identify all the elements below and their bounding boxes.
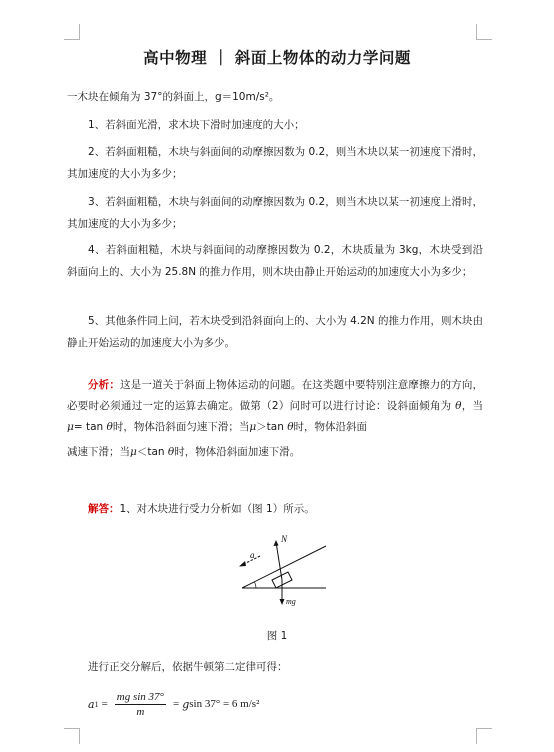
analysis-text-5: ＞tan bbox=[256, 421, 288, 433]
question-2: 2、若斜面粗糙，木块与斜面间的动摩擦因数为 0.2，则当木块以某一初速度下滑时，其加速度的大小为多少； bbox=[67, 146, 483, 180]
page-corner-mark-bottom-left bbox=[64, 728, 80, 744]
normal-force-arrow bbox=[276, 542, 282, 580]
formula-equals-1: = bbox=[101, 698, 108, 710]
question-3: 3、若斜面粗糙，木块与斜面间的动摩擦因数为 0.2，则当木块以某一初速度上滑时，其加速度的大小为多少； bbox=[67, 196, 483, 230]
formula-lhs-subscript: 1 bbox=[94, 699, 99, 709]
analysis-text-8: ＜tan bbox=[136, 446, 168, 458]
question-4: 4、若斜面粗糙，木块与斜面间的动摩擦因数为 0.2，木块质量为 3kg，木块受到沿斜面向上的、大小为 25.8N 的推力作用，则木块由静止开始运动的加速度大小为多少； bbox=[67, 244, 483, 278]
analysis-label: 分析： bbox=[88, 379, 121, 391]
formula-fraction bbox=[115, 691, 166, 718]
mu-symbol: μ bbox=[67, 421, 74, 433]
question-5: 5、其他条件同上问，若木块受到沿斜面向上的、大小为 4.2N 的推力作用，则木块由静止开始运动的加速度大小为多少。 bbox=[67, 315, 483, 349]
figure-caption: 图 1 bbox=[266, 630, 288, 642]
mu-symbol: μ bbox=[249, 421, 257, 433]
page-corner-mark-top-right bbox=[476, 24, 492, 40]
problem-intro: 一木块在倾角为 37°的斜面上，g＝10m/s²。 bbox=[67, 91, 280, 103]
force-diagram-figure bbox=[236, 530, 332, 610]
analysis-line-4 bbox=[67, 442, 483, 463]
incline-angle-arc bbox=[255, 582, 257, 588]
analysis-text-6: 时，物体沿斜面 bbox=[293, 421, 368, 433]
analysis-text-4: 时，物体沿斜面匀速下滑；当 bbox=[112, 421, 250, 433]
solution-paragraph bbox=[67, 498, 483, 520]
analysis-text-9: 时，物体沿斜面加速下滑。 bbox=[174, 446, 301, 458]
solution-label: 解答： bbox=[88, 503, 120, 515]
page-corner-mark-top-left bbox=[64, 24, 80, 40]
formula-rhs-rest: sin 37° = 6 m/s² bbox=[189, 698, 260, 710]
formula-rhs-g: g bbox=[182, 697, 190, 711]
theta-symbol: θ bbox=[455, 400, 462, 412]
gravity-label: mg bbox=[286, 597, 296, 606]
newton-law-lead-in: 进行正交分解后，依据牛顿第二定律可得： bbox=[88, 661, 288, 673]
analysis-text-2: ，当 bbox=[461, 400, 483, 412]
page-corner-mark-bottom-right bbox=[476, 728, 492, 744]
normal-force-label: N bbox=[281, 534, 288, 544]
theta-symbol: θ bbox=[106, 421, 113, 433]
theta-symbol: θ bbox=[167, 446, 175, 458]
acceleration-arrowhead bbox=[239, 561, 246, 567]
acceleration-label: a bbox=[250, 550, 255, 560]
formula-lhs: a bbox=[88, 697, 95, 711]
mu-symbol: μ bbox=[130, 446, 137, 458]
analysis-text-3: = tan bbox=[73, 421, 107, 433]
theta-symbol: θ bbox=[287, 421, 294, 433]
analysis-text-1: 这是一道关于斜面上物体运动的问题。在这类题中要特别注意摩擦力的方向，必要时必须通过一定的运算去确定。做第（2）问时可以进行讨论：设斜面倾角为 bbox=[67, 379, 484, 412]
question-1: 1、若斜面光滑，求木块下滑时加速度的大小； bbox=[88, 119, 305, 131]
page-title: 高中物理 ｜ 斜面上物体的动力学问题 bbox=[143, 49, 411, 67]
solution-text: 1、对木块进行受力分析如（图 1）所示。 bbox=[119, 503, 315, 515]
formula-equals-2: = bbox=[172, 698, 180, 710]
normal-force-arrowhead bbox=[274, 540, 279, 546]
gravity-arrowhead bbox=[280, 599, 285, 605]
formula-denominator: m bbox=[136, 705, 145, 718]
analysis-text-7: 减速下滑；当 bbox=[67, 446, 130, 458]
analysis-paragraph bbox=[67, 375, 483, 463]
acceleration-formula bbox=[88, 686, 259, 722]
formula-numerator: mg sin 37° bbox=[116, 690, 164, 703]
